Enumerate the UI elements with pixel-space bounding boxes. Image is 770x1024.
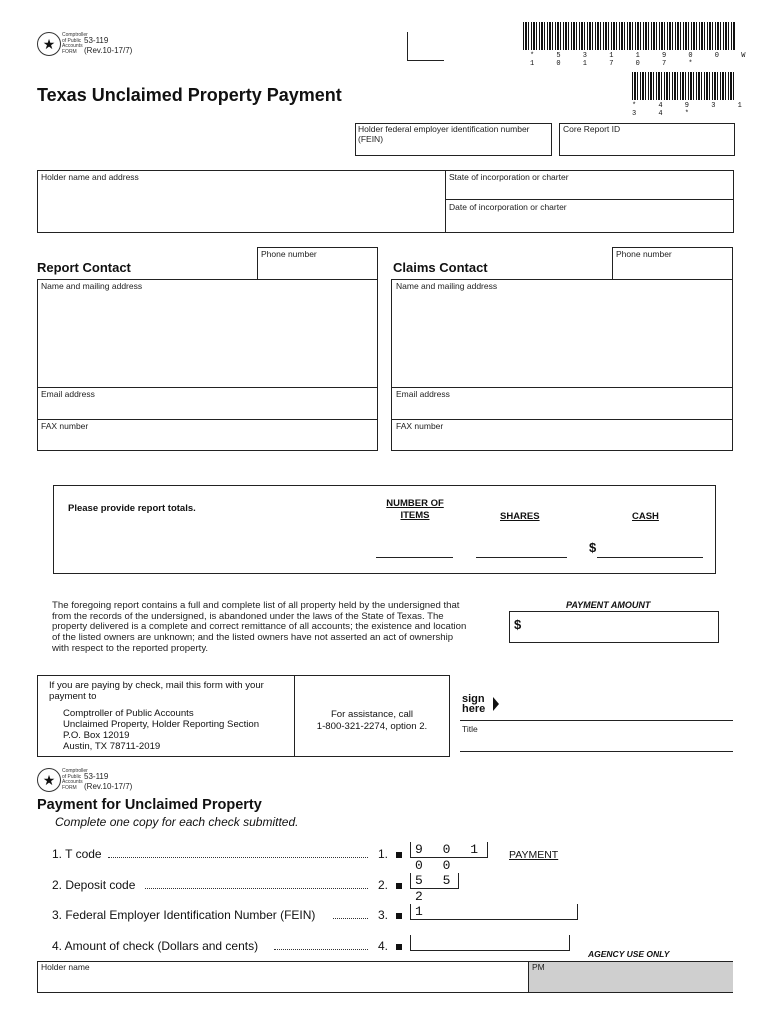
- form-revision: (Rev.10-17/7): [84, 46, 133, 55]
- date-incorp-label: Date of incorporation or charter: [449, 202, 567, 212]
- fein-row-num: 3.: [378, 908, 389, 922]
- mail-intro: If you are paying by check, mail this form with your payment to: [49, 680, 264, 702]
- holder-divider: [445, 170, 446, 233]
- fein-label: Holder federal employer identification number (FEIN): [358, 124, 530, 144]
- page-title: Texas Unclaimed Property Payment: [37, 85, 342, 105]
- assistance-line-1: For assistance, call: [330, 709, 414, 720]
- payment-amount-field[interactable]: [509, 611, 719, 643]
- check-amount-num: 4.: [378, 939, 389, 953]
- fein-row-field[interactable]: 1: [410, 904, 578, 920]
- mail-divider: [294, 675, 295, 757]
- voucher-title: Payment for Unclaimed Property: [37, 797, 262, 813]
- cash-dollar-sign: $: [589, 540, 597, 555]
- incorp-divider: [445, 199, 734, 200]
- col-cash: CASH: [632, 511, 659, 522]
- deposit-code-field[interactable]: 5 5 2: [410, 873, 459, 889]
- t-code-bullet: [396, 852, 402, 858]
- form-number: 53-119: [84, 36, 109, 45]
- report-contact-name-label: Name and mailing address: [41, 281, 143, 291]
- voucher-seal-icon: ★: [37, 768, 61, 792]
- comptroller-seal-icon: ★: [37, 32, 61, 56]
- t-code-field[interactable]: 9 0 1 0 0: [410, 842, 488, 858]
- claims-contact-name-field[interactable]: [394, 292, 730, 385]
- claims-contact-email-label: Email address: [396, 389, 450, 399]
- t-code-leader: [108, 857, 368, 858]
- holder-name-label: Holder name and address: [41, 172, 139, 182]
- col-shares: SHARES: [500, 511, 540, 522]
- claims-contact-name-label: Name and mailing address: [396, 281, 498, 291]
- mail-line-1: Comptroller of Public Accounts: [63, 708, 194, 719]
- deposit-code-label: 2. Deposit code: [52, 878, 136, 892]
- voucher-revision: (Rev.10-17/7): [84, 782, 133, 791]
- agency-use-label: AGENCY USE ONLY: [588, 949, 670, 959]
- fein-row-bullet: [396, 913, 402, 919]
- report-contact-email-label: Email address: [41, 389, 95, 399]
- cc-divider-1: [391, 387, 733, 388]
- check-amount-bullet: [396, 944, 402, 950]
- payment-amount-label: PAYMENT AMOUNT: [566, 600, 651, 610]
- title-label: Title: [462, 724, 478, 734]
- t-code-label: 1. T code: [52, 847, 102, 861]
- pm-label: PM: [532, 962, 545, 972]
- mail-line-3: P.O. Box 12019: [63, 730, 130, 741]
- deposit-code-bullet: [396, 883, 402, 889]
- voucher-subtitle: Complete one copy for each check submitted.: [55, 815, 299, 829]
- pm-shaded-area: [528, 962, 733, 992]
- voucher-holder-name-field[interactable]: [40, 972, 525, 991]
- fein-row-label: 3. Federal Employer Identification Number (FEIN): [52, 908, 316, 922]
- core-report-id-label: Core Report ID: [563, 124, 621, 134]
- col-number-of-items: NUMBER OF ITEMS: [386, 498, 444, 521]
- shares-field[interactable]: [476, 557, 567, 558]
- report-contact-name-field[interactable]: [40, 292, 375, 385]
- barcode-form-id-text: * 5 3 1 1 9 0 0 W 1 0 1 7 0 7 *: [530, 52, 755, 68]
- certification-text: The foregoing report contains a full and complete list of all property held by the undersigned that from the records of the undersigned, is abandoned under the laws of the State of Texas. The property delivered is a complete and correct remittance of all accounts; the existence and location of the listed owners are unknown; and the listed owners have not asserted an act of ownership with respect to the reported property.: [52, 600, 467, 654]
- rc-divider-2: [37, 419, 378, 420]
- voucher-holder-name-label: Holder name: [41, 962, 90, 972]
- state-incorp-label: State of incorporation or charter: [449, 172, 569, 182]
- holder-name-field[interactable]: [40, 184, 442, 230]
- check-amount-field[interactable]: [410, 935, 570, 951]
- check-amount-label: 4. Amount of check (Dollars and cents): [52, 939, 259, 953]
- report-contact-phone-label: Phone number: [261, 249, 317, 259]
- sign-arrow-icon: [493, 697, 499, 711]
- fein-row-leader: [333, 918, 368, 919]
- check-amount-leader: [274, 949, 368, 950]
- corner-mark: [407, 32, 444, 61]
- signature-field[interactable]: [460, 720, 733, 721]
- rc-divider-1: [37, 387, 378, 388]
- t-code-num: 1.: [378, 847, 389, 861]
- claims-contact-phone-label: Phone number: [616, 249, 672, 259]
- seal-caption: Comptroller of Public Accounts FORM: [62, 32, 88, 55]
- title-field[interactable]: [460, 751, 733, 752]
- number-of-items-field[interactable]: [376, 557, 453, 558]
- assistance-line-2: 1-800-321-2274, option 2.: [316, 721, 428, 732]
- barcode-page-id: [632, 72, 735, 100]
- deposit-code-leader: [145, 888, 368, 889]
- report-totals-prompt: Please provide report totals.: [68, 503, 196, 514]
- t-code-payment-label: PAYMENT: [509, 849, 559, 861]
- voucher-form-number: 53-119: [84, 772, 109, 781]
- cc-divider-2: [391, 419, 733, 420]
- claims-contact-fax-label: FAX number: [396, 421, 444, 431]
- payment-amount-dollar: $: [514, 617, 522, 632]
- deposit-code-num: 2.: [378, 878, 389, 892]
- mail-line-4: Austin, TX 78711-2019: [63, 741, 161, 752]
- mail-line-2: Unclaimed Property, Holder Reporting Section: [63, 719, 260, 730]
- cash-field[interactable]: [597, 557, 703, 558]
- barcode-page-id-text: * 4 9 3 1 3 4 *: [632, 102, 751, 118]
- report-contact-fax-label: FAX number: [41, 421, 89, 431]
- report-contact-heading: Report Contact: [37, 260, 131, 275]
- voucher-seal-caption: Comptroller of Public Accounts FORM: [62, 768, 88, 791]
- barcode-form-id: [523, 22, 735, 50]
- sign-here-label: sign here: [462, 693, 486, 715]
- claims-contact-heading: Claims Contact: [393, 260, 488, 275]
